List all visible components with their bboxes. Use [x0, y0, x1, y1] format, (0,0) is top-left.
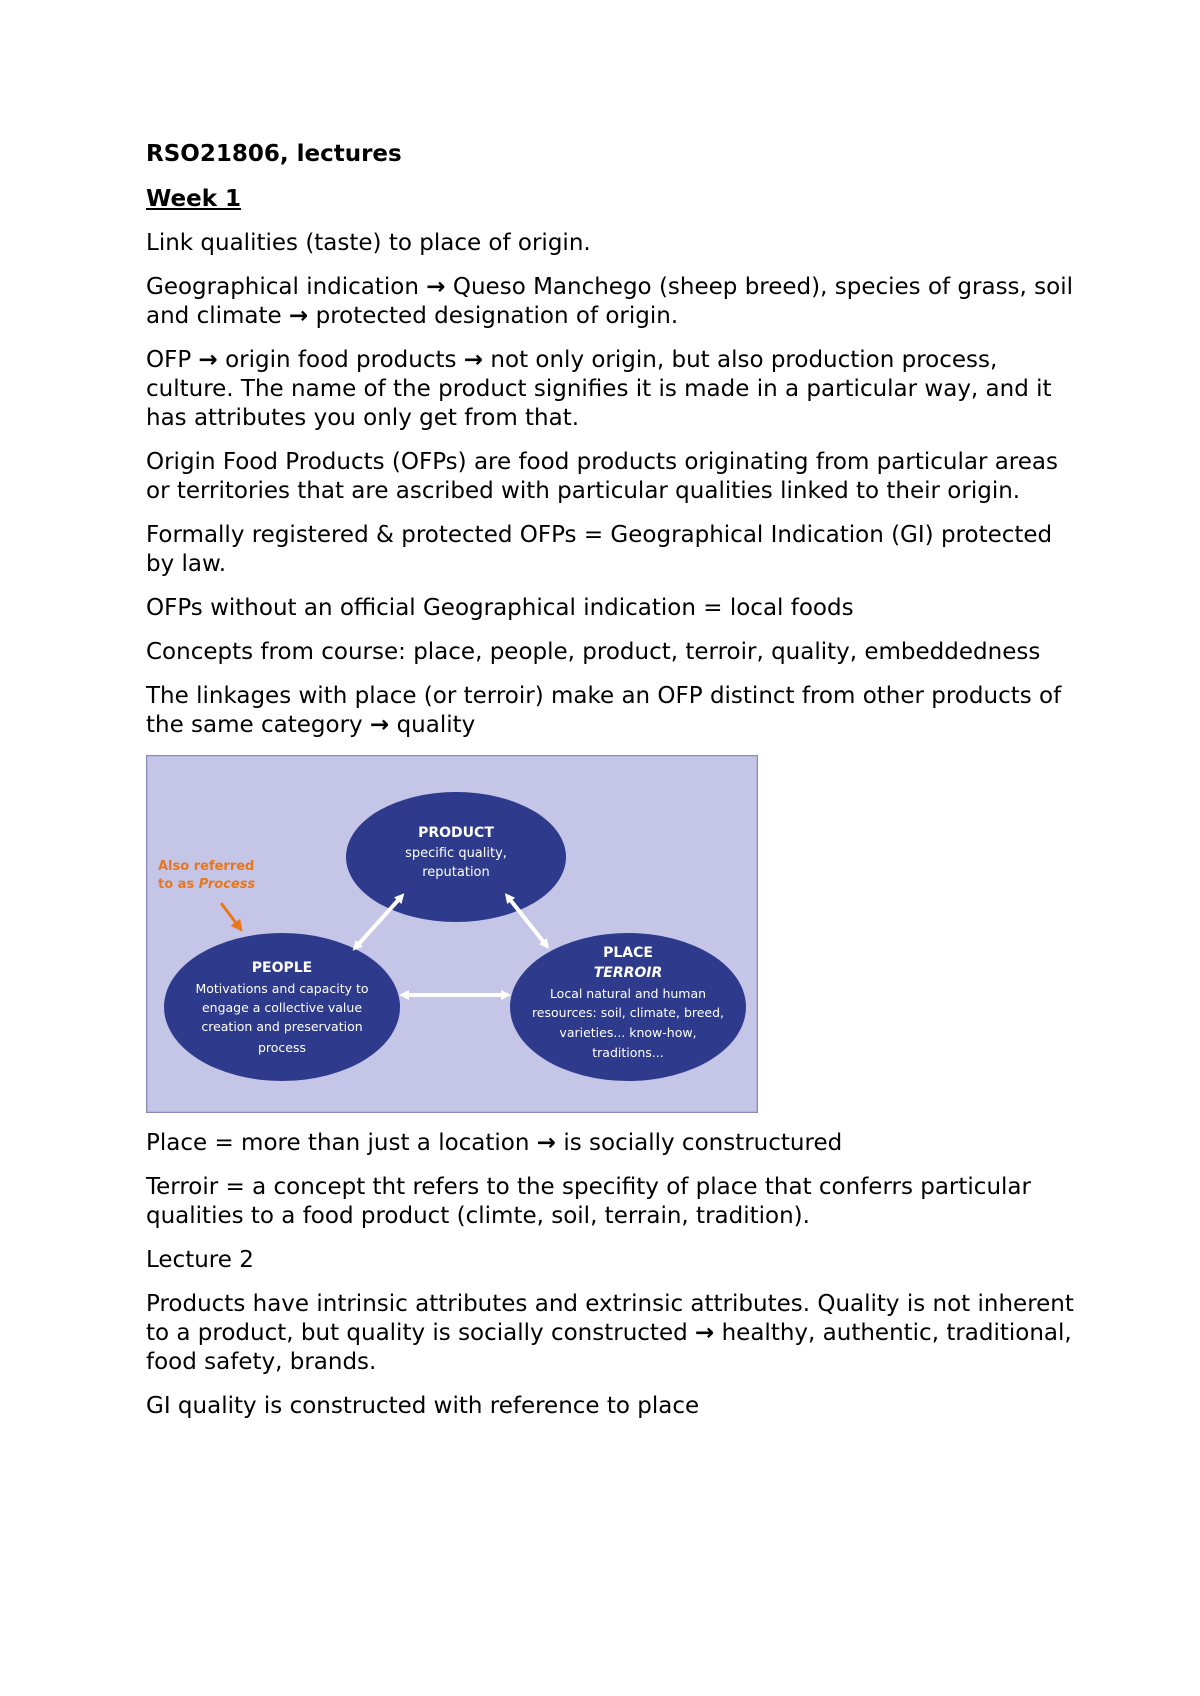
text-span: Place = more than just a location: [146, 1130, 530, 1156]
paragraph-local-foods: OFPs without an official Geographical indication = local foods: [146, 595, 854, 621]
product-line1: specific quality,: [405, 846, 507, 861]
place-line2: resources: soil, climate, breed,: [531, 1005, 725, 1020]
paragraph-terroir: Terroir = a concept tht refers to the specifity of place that conferrs particular qualities to a food product (climte, soil, terrain, tradition).: [146, 1174, 1031, 1229]
paragraph-formal: Formally registered & protected OFPs = Geographical Indication (GI) protected by law.: [146, 522, 1053, 577]
text-span: The linkages with place (or terroir) make an OFP distinct from other products of the same category: [146, 683, 1062, 738]
people-line1: Motivations and capacity to: [195, 981, 369, 996]
document-body: [146, 140, 1076, 1436]
paragraph-ofp-definition: Origin Food Products (OFPs) are food products originating from particular areas or territories that are ascribed with particular qualities linked to their origin.: [146, 449, 1058, 504]
product-line2: reputation: [422, 865, 490, 880]
text-span: origin food products: [225, 347, 457, 373]
diagram-svg: [146, 755, 758, 1113]
text-span: healthy, authentic, traditional, food safety, brands.: [146, 1320, 1072, 1375]
place-subtitle: TERROIR: [593, 965, 663, 981]
paragraph-ofp: [146, 346, 1076, 433]
text-span: protected designation of origin.: [315, 303, 679, 329]
text-span: Geographical indication: [146, 274, 419, 300]
place-line4: traditions...: [592, 1045, 664, 1060]
week-heading: Week 1: [146, 186, 242, 212]
ofp-diagram: [146, 755, 758, 1113]
arrow-icon: →: [695, 1320, 715, 1346]
people-title: PEOPLE: [251, 960, 313, 976]
place-line3: varieties... know-how,: [559, 1025, 697, 1040]
text-span: Queso Manchego (sheep breed), species of grass, soil and climate: [146, 274, 1073, 329]
product-title: PRODUCT: [418, 825, 494, 841]
text-span: is socially constructured: [563, 1130, 843, 1156]
people-line3: creation and preservation: [201, 1019, 363, 1034]
note-span-emphasis: Process: [198, 877, 256, 892]
people-line4: process: [257, 1040, 307, 1055]
paragraph-lecture-2: Lecture 2: [146, 1247, 254, 1273]
paragraph-linkages: [146, 682, 1076, 740]
paragraph-products: [146, 1290, 1076, 1377]
paragraph-link-qualities: Link qualities (taste) to place of origin.: [146, 230, 591, 256]
place-line1: Local natural and human: [549, 986, 707, 1001]
text-span: quality: [396, 712, 476, 738]
text-span: OFP: [146, 347, 192, 373]
arrow-icon: →: [369, 712, 390, 738]
paragraph-gi-quality: GI quality is constructed with reference to place: [146, 1393, 700, 1419]
arrow-icon: →: [198, 347, 218, 373]
process-note-line2: [158, 877, 255, 892]
document-title: RSO21806, lectures: [146, 141, 402, 167]
process-note-line1: Also referred: [158, 859, 255, 874]
paragraph-place: [146, 1129, 1076, 1158]
arrow-icon: →: [536, 1130, 557, 1156]
place-title: PLACE: [603, 945, 653, 961]
arrow-icon: →: [463, 347, 484, 373]
arrow-icon: →: [289, 303, 309, 329]
people-line2: engage a collective value: [201, 1000, 363, 1015]
arrow-icon: →: [426, 274, 446, 300]
note-span: to as: [158, 877, 195, 892]
paragraph-geographical-indication: [146, 273, 1076, 331]
text-span: not only origin, but also production process, culture. The name of the product signifies it is made in a particular way, and it has attributes you only get from that.: [146, 347, 1052, 431]
text-span: Products have intrinsic attributes and extrinsic attributes. Quality is not inherent to a product, but quality is socially constructed: [146, 1291, 1074, 1346]
paragraph-concepts: Concepts from course: place, people, product, terroir, quality, embeddedness: [146, 639, 1041, 665]
